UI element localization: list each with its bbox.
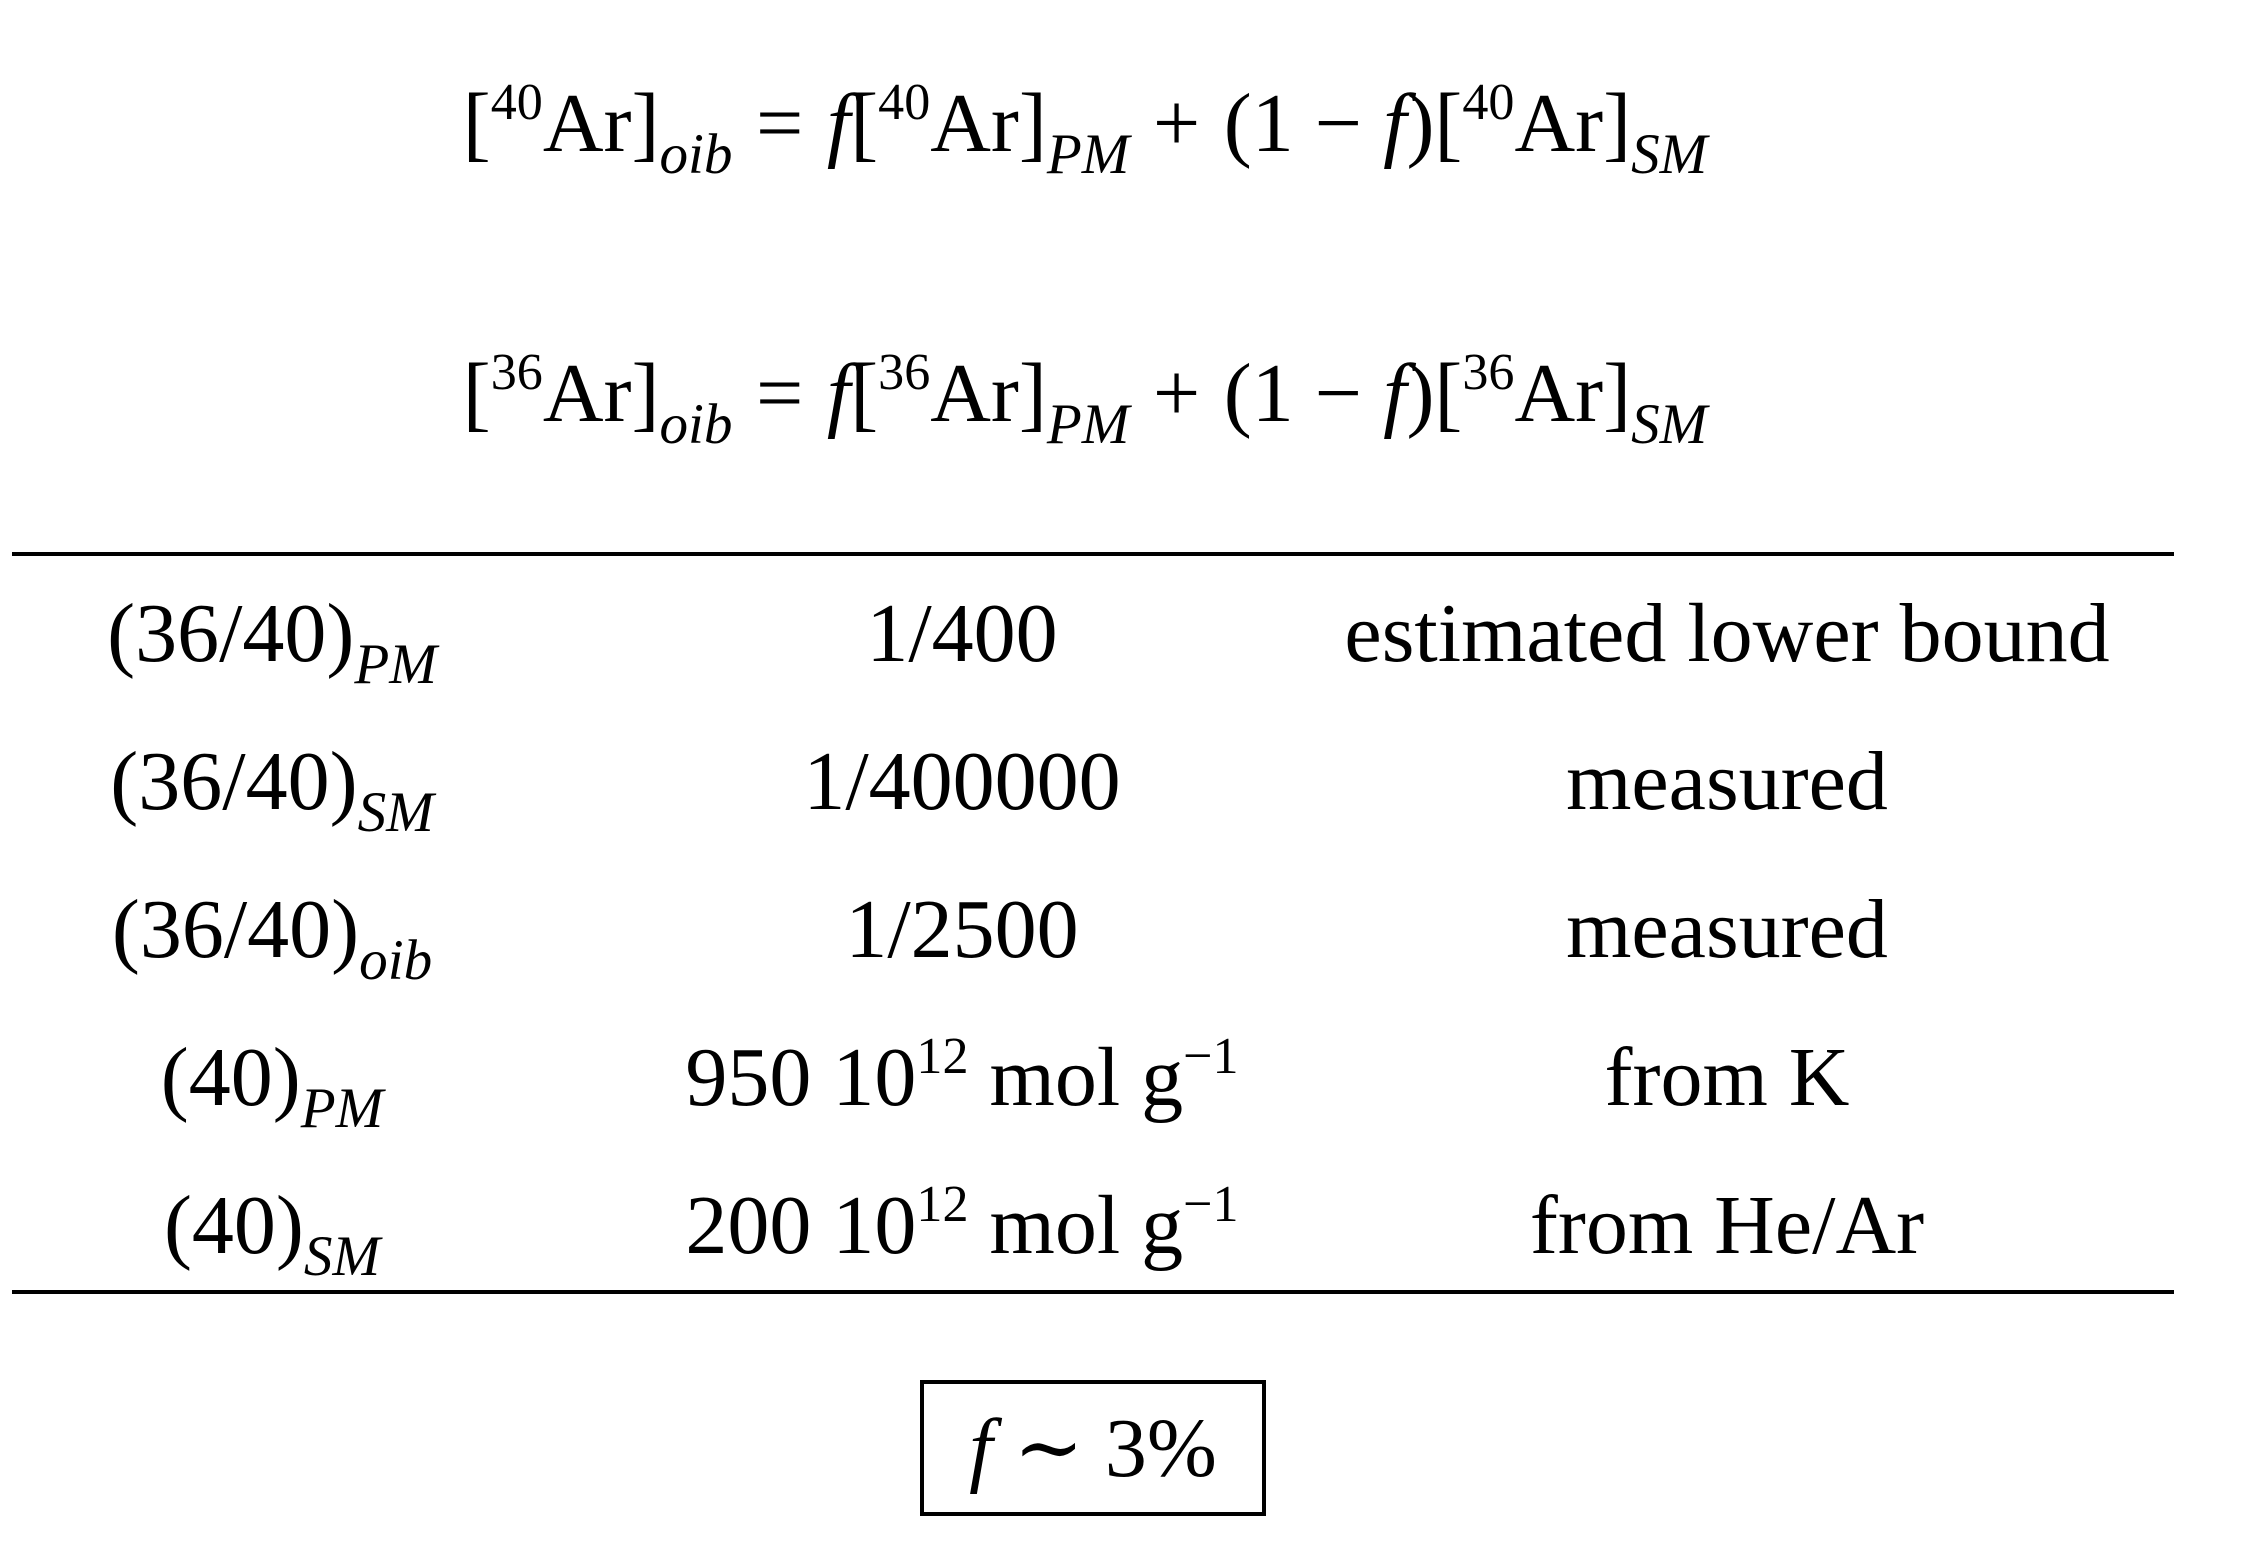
plus-sign: +: [1152, 347, 1201, 440]
value-text: 200 10: [685, 1179, 917, 1272]
isotope-superscript: 36: [490, 343, 543, 401]
parameter-subscript: PM: [354, 632, 437, 696]
table-top-rule: [12, 552, 2174, 556]
parameter-subscript: SM: [357, 780, 434, 844]
isotope-superscript: 40: [1462, 73, 1515, 131]
parameter-subscript: oib: [359, 928, 433, 992]
equation-text: (1 −: [1223, 347, 1384, 440]
reservoir-subscript: PM: [1046, 392, 1130, 456]
equation-text: )[: [1406, 347, 1463, 440]
parameter-subscript: SM: [303, 1224, 381, 1288]
table-bottom-rule: [12, 1290, 2174, 1294]
equation-text: Ar]: [930, 77, 1047, 170]
equation-text: Ar]: [542, 77, 660, 170]
fraction-variable: f: [1383, 77, 1407, 170]
source-cell: from He/Ar: [1529, 1179, 1925, 1272]
fraction-variable: f: [826, 77, 851, 170]
source-cell: measured: [1566, 883, 1888, 976]
plus-sign: +: [1152, 77, 1201, 170]
reservoir-subscript: SM: [1631, 122, 1708, 186]
equation-text: Ar]: [1514, 77, 1632, 170]
value-unit: mol g: [968, 1031, 1184, 1124]
equation-text: Ar]: [542, 347, 660, 440]
fraction-variable: f: [826, 347, 851, 440]
equation-text: )[: [1406, 77, 1463, 170]
parameter-name: (36/40): [107, 587, 355, 680]
value-exponent: 12: [916, 1175, 969, 1233]
parameter-name: (36/40): [110, 735, 358, 828]
equation-argon-36-mixing: [0, 343, 2170, 456]
isotope-superscript: 36: [1462, 343, 1515, 401]
value-text: 1/2500: [845, 883, 1079, 976]
reservoir-subscript: oib: [659, 392, 733, 456]
equals-sign: =: [755, 347, 804, 440]
parameter-cell: [12, 587, 532, 696]
fraction-variable: f: [1383, 347, 1407, 440]
equation-text: [: [850, 77, 879, 170]
table-row: [12, 572, 2174, 720]
equals-sign: =: [755, 77, 804, 170]
source-cell: from K: [1604, 1031, 1850, 1124]
table-row: [12, 868, 2174, 1016]
value-text: 950 10: [685, 1031, 917, 1124]
parameter-name: (36/40): [111, 883, 360, 976]
table-row: [12, 720, 2174, 868]
value-unit: mol g: [968, 1179, 1184, 1272]
value-text: 1/400000: [803, 735, 1121, 828]
isotope-superscript: 40: [878, 73, 931, 131]
isotope-superscript: 40: [490, 73, 543, 131]
equation-text: [: [462, 347, 491, 440]
unit-exponent: −1: [1183, 1175, 1239, 1233]
parameter-name: (40): [163, 1179, 304, 1272]
parameter-cell: [12, 1179, 532, 1288]
equation-argon-40-mixing: [0, 73, 2170, 186]
fraction-variable: f: [969, 1402, 993, 1495]
equation-text: [: [462, 77, 491, 170]
equation-text: [: [850, 347, 879, 440]
parameter-subscript: PM: [300, 1076, 384, 1140]
equation-text: Ar]: [1514, 347, 1632, 440]
reservoir-subscript: oib: [659, 122, 733, 186]
parameter-name: (40): [160, 1031, 301, 1124]
reservoir-subscript: SM: [1631, 392, 1708, 456]
parameter-cell: [12, 1031, 532, 1140]
source-cell: measured: [1566, 735, 1888, 828]
reservoir-subscript: PM: [1046, 122, 1130, 186]
source-cell: estimated lower bound: [1344, 587, 2110, 680]
value-text: 1/400: [866, 587, 1058, 680]
table-row: [12, 1016, 2174, 1164]
isotope-superscript: 36: [878, 343, 931, 401]
result-box: [920, 1380, 1266, 1516]
parameter-cell: [12, 735, 532, 844]
equation-text: (1 −: [1223, 77, 1384, 170]
value-exponent: 12: [916, 1027, 969, 1085]
parameter-table: [12, 572, 2174, 1312]
result-value: ∼ 3%: [992, 1402, 1217, 1495]
equation-text: Ar]: [930, 347, 1047, 440]
parameter-cell: [12, 883, 532, 992]
unit-exponent: −1: [1183, 1027, 1239, 1085]
